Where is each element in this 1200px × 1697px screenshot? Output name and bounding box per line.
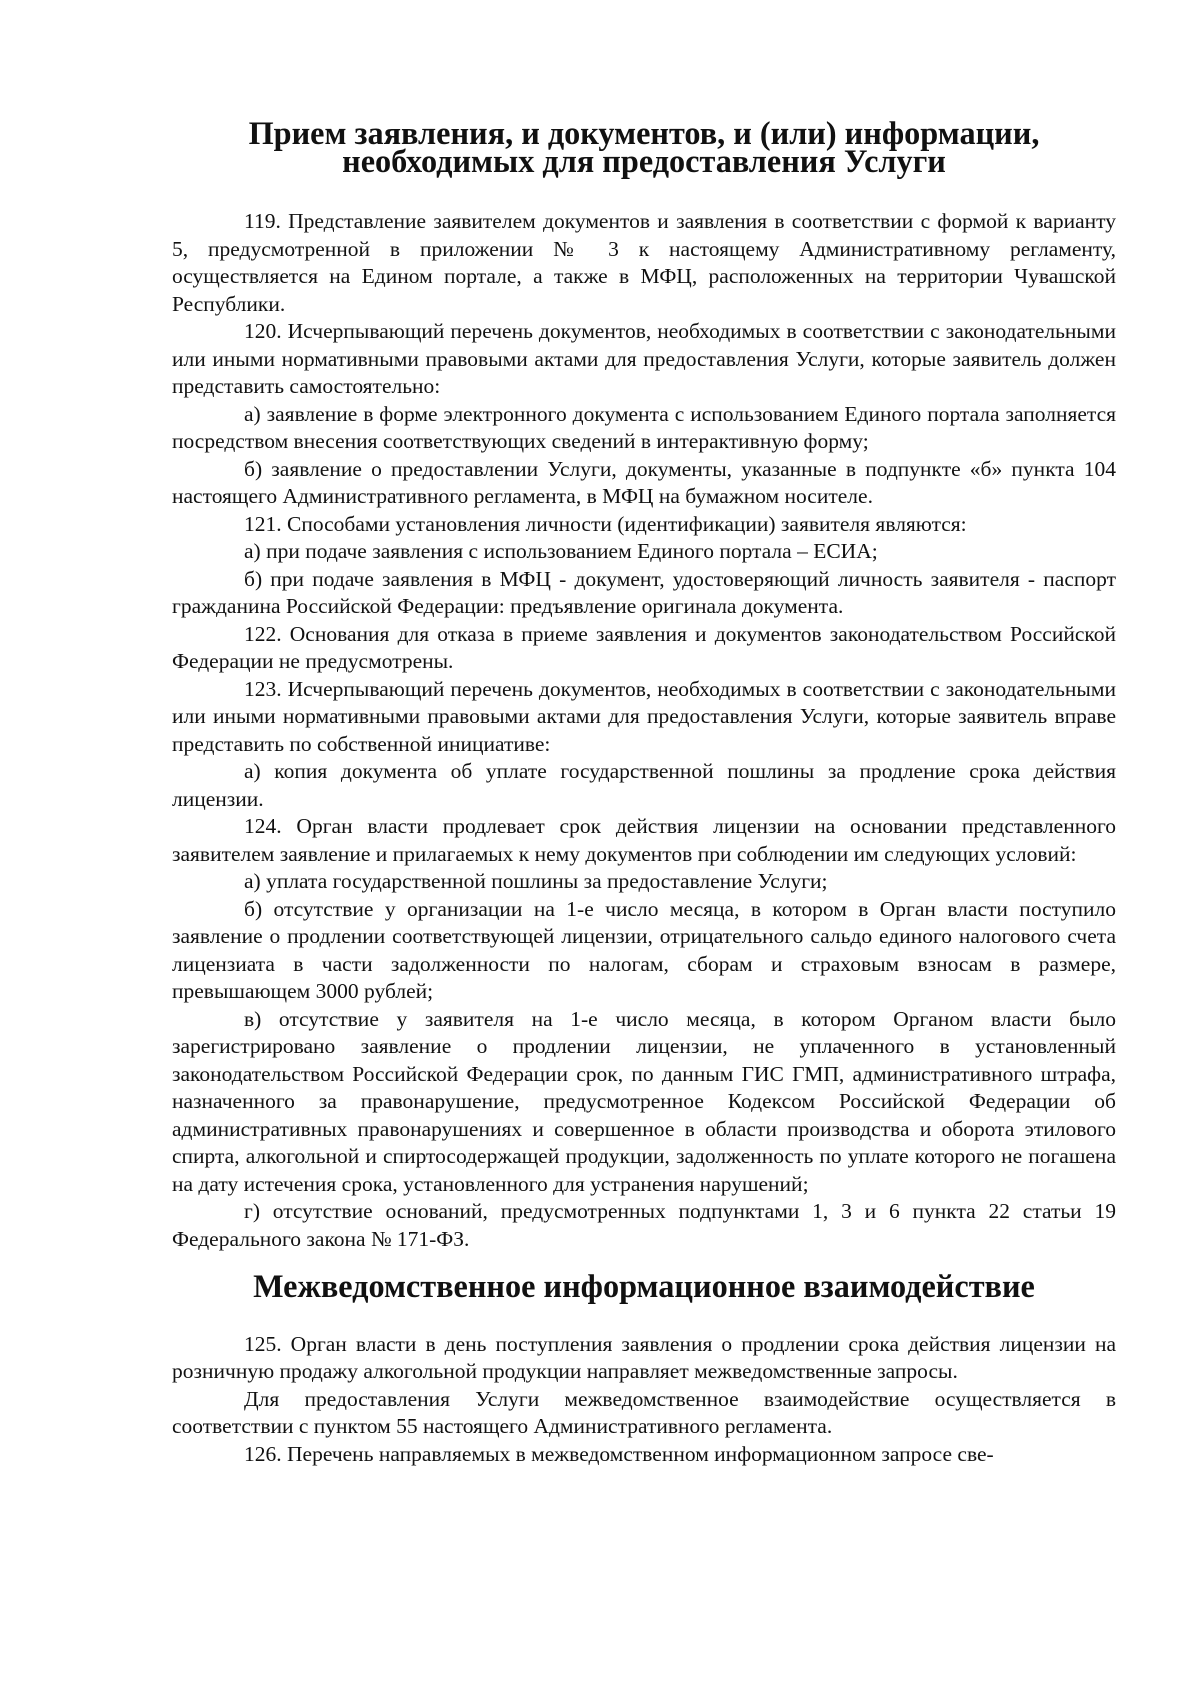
paragraph-119: 119. Представление заявителем документов и заявления в соответствии с формой к варианту 5, предусмотренной в приложении № 3 к настоящему Административному регламенту, осуществляется на Едином портале, а также в МФЦ, расположенных на территории Чувашской Республики. <box>172 209 1116 316</box>
paragraph-122: 122. Основания для отказа в приеме заявления и документов законодательством Российской Федерации не предусмотрены. <box>172 621 1116 673</box>
paragraph-120-b: б) заявление о предоставлении Услуги, документы, указанные в подпункте «б» пункта 104 настоящего Административного регламента, в МФЦ на бумажном носителе. <box>172 456 1116 508</box>
section-heading-reception <box>172 115 1116 179</box>
paragraph-125: 125. Орган власти в день поступления заявления о продлении срока действия лицензии на розничную продажу алкогольной продукции направляет межведомственные запросы. <box>172 1331 1116 1383</box>
paragraph-124-b: б) отсутствие у организации на 1-е число месяца, в котором в Орган власти поступило заявление о продлении соответствующей лицензии, отрицательного сальдо единого налогового счета лицензиата в части задолженности по налогам, сборам и страховым взносам в размере, превышающем 3000 рублей; <box>172 896 1116 1003</box>
paragraph-123: 123. Исчерпывающий перечень документов, необходимых в соответствии с законодательными или иными нормативными правовыми актами для предоставления Услуги, которые заявитель вправе представить по собственной инициативе: <box>172 676 1116 756</box>
paragraph-123-a: а) копия документа об уплате государственной пошлины за продление срока действия лицензии. <box>172 759 1116 811</box>
paragraph-124: 124. Орган власти продлевает срок действия лицензии на основании представленного заявителем заявление и прилагаемых к нему документов при соблюдении им следующих условий: <box>172 814 1116 866</box>
heading-line: Прием заявления, и документов, и (или) информации, <box>248 115 1040 151</box>
paragraph-124-g: г) отсутствие оснований, предусмотренных подпунктами 1, 3 и 6 пункта 22 статьи 19 Федерального закона № 171-ФЗ. <box>172 1199 1116 1251</box>
paragraph-120: 120. Исчерпывающий перечень документов, необходимых в соответствии с законодательными или иными нормативными правовыми актами для предоставления Услуги, которые заявитель должен представить самостоятельно: <box>172 319 1116 398</box>
heading-line: Межведомственное информационное взаимодействие <box>253 1268 1035 1304</box>
paragraph-121-b: б) при подаче заявления в МФЦ - документ, удостоверяющий личность заявителя - паспорт гражданина Российской Федерации: предъявление оригинала документа. <box>172 566 1116 618</box>
paragraph-interagency-note: Для предоставления Услуги межведомственное взаимодействие осуществляется в соответствии с пунктом 55 настоящего Административного регламента. <box>172 1386 1116 1438</box>
paragraph-121-a: а) при подаче заявления с использованием Единого портала – ЕСИА; <box>244 539 878 563</box>
document-page <box>172 115 1116 1468</box>
section-heading-interagency <box>172 1268 1116 1304</box>
heading-line: необходимых для предоставления Услуги <box>342 142 946 179</box>
paragraph-124-v: в) отсутствие у заявителя на 1-е число месяца, в котором Органом власти было зарегистрировано заявление о продлении лицензии, не уплаченного в установленный законодательством Российской Федерации срок, по данным ГИС ГМП, административного штрафа, назначенного за правонарушение, предусмотренное Кодексом Российской Федерации об административных правонарушениях и совершенное в области производства и оборота этилового спирта, алкогольной и спиртосодержащей продукции, задолженность по уплате которого не погашена на дату истечения срока, установленного для устранения нарушений; <box>172 1006 1116 1196</box>
paragraph-121: 121. Способами установления личности (идентификации) заявителя являются: <box>244 511 967 536</box>
paragraph-126: 126. Перечень направляемых в межведомственном информационном запросе све- <box>244 1441 994 1466</box>
paragraph-124-a: а) уплата государственной пошлины за предоставление Услуги; <box>244 869 828 893</box>
paragraph-120-a: а) заявление в форме электронного документа с использованием Единого портала заполняется посредством внесения соответствующих сведений в интерактивную форму; <box>172 401 1116 453</box>
